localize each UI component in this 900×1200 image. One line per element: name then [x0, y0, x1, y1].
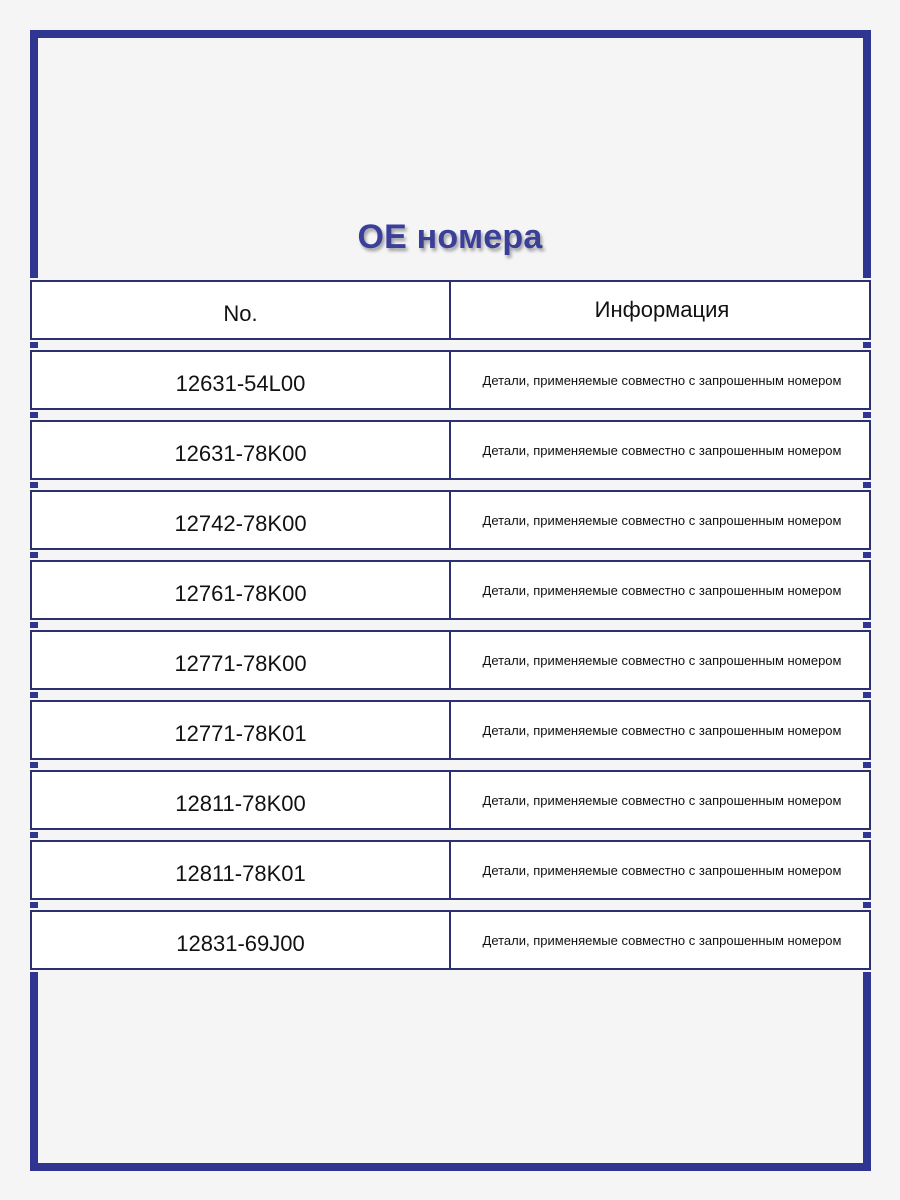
table-row: [30, 770, 871, 830]
part-number: 12811-78K00: [32, 772, 451, 828]
part-info: Детали, применяемые совместно с запрошенным номером: [482, 372, 842, 388]
part-info: Детали, применяемые совместно с запрошенным номером: [482, 582, 842, 598]
part-number: 12771-78K00: [32, 632, 451, 688]
page-title: OE номера: [357, 218, 543, 256]
header-info: Информация: [594, 297, 730, 322]
part-info: Детали, применяемые совместно с запрошенным номером: [482, 792, 842, 808]
table-header: [30, 280, 871, 340]
part-number: 12831-69J00: [32, 912, 451, 968]
part-info: Детали, применяемые совместно с запрошенным номером: [482, 722, 842, 738]
table-row: [30, 630, 871, 690]
table-row: [30, 350, 871, 410]
part-info: Детали, применяемые совместно с запрошенным номером: [482, 932, 842, 948]
part-number: 12631-54L00: [32, 352, 451, 408]
header-no: No.: [32, 282, 451, 338]
table-row: [30, 560, 871, 620]
part-info: Детали, применяемые совместно с запрошенным номером: [482, 442, 842, 458]
table-row: [30, 420, 871, 480]
part-number: 12811-78K01: [32, 842, 451, 898]
part-number: 12771-78K01: [32, 702, 451, 758]
table-row: [30, 700, 871, 760]
part-info: Детали, применяемые совместно с запрошенным номером: [482, 512, 842, 528]
table-row: [30, 840, 871, 900]
table-row: [30, 910, 871, 970]
part-number: 12761-78K00: [32, 562, 451, 618]
part-info: Детали, применяемые совместно с запрошенным номером: [482, 652, 842, 668]
part-info: Детали, применяемые совместно с запрошенным номером: [482, 862, 842, 878]
table-row: [30, 490, 871, 550]
part-number: 12631-78K00: [32, 422, 451, 478]
part-number: 12742-78K00: [32, 492, 451, 548]
